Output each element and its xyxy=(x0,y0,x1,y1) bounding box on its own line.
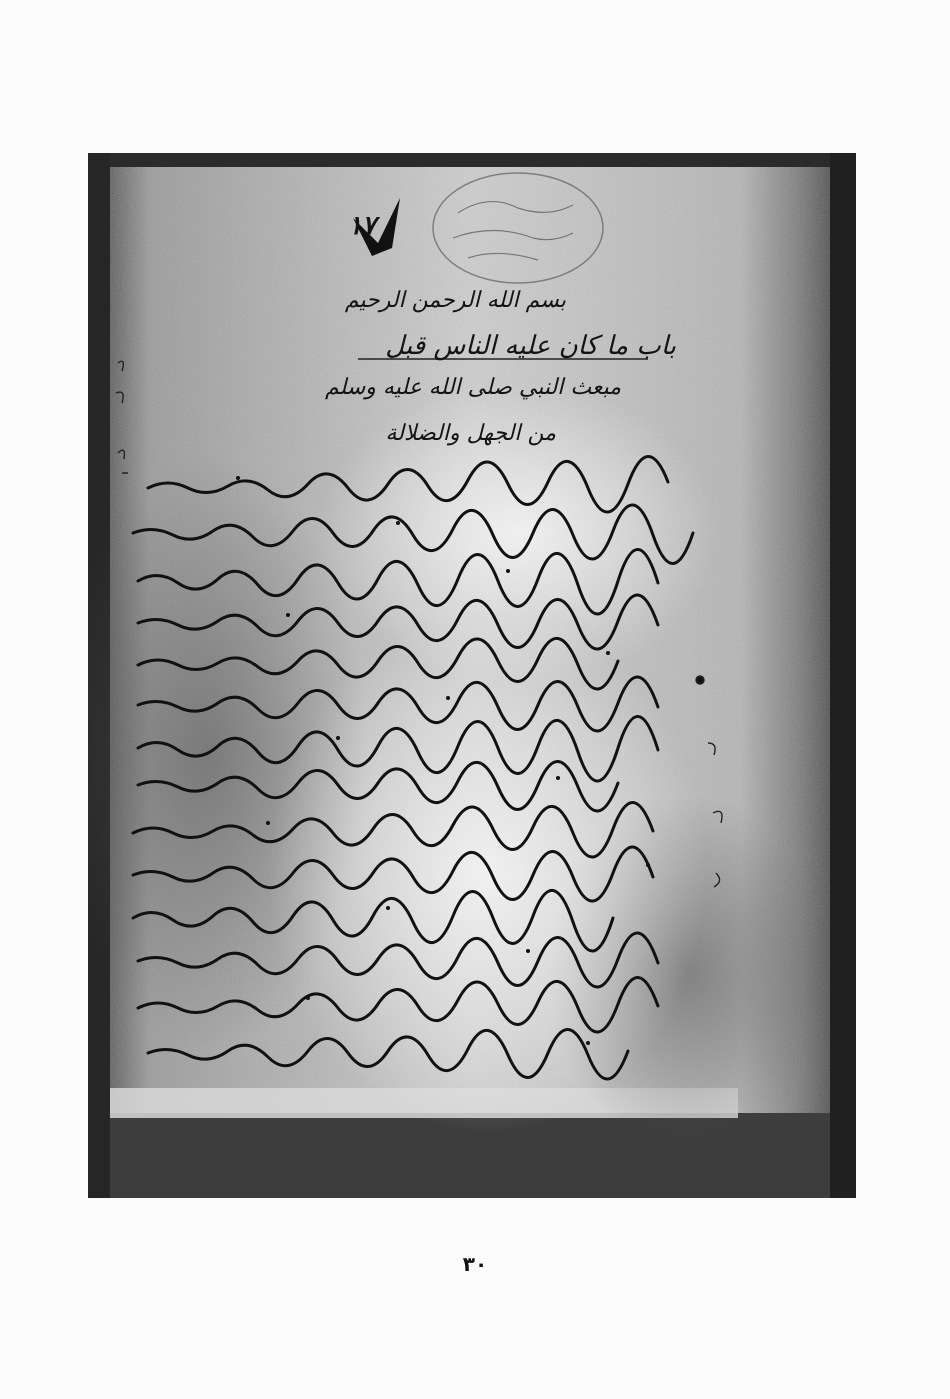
manuscript-body-text-image xyxy=(88,153,856,1198)
chapter-subtitle-1: مبعث النبي صلى الله عليه وسلم xyxy=(324,375,621,400)
chapter-title: باب ما كان عليه الناس قبل xyxy=(385,331,676,361)
folio-mark: ١٧ xyxy=(348,211,376,241)
manuscript-photograph xyxy=(88,153,856,1198)
page-number: ٣٠ xyxy=(462,1252,488,1276)
basmala-heading: بسم الله الرحمن الرحيم xyxy=(344,288,566,313)
chapter-subtitle-2: من الجهل والضلالة xyxy=(385,421,556,446)
